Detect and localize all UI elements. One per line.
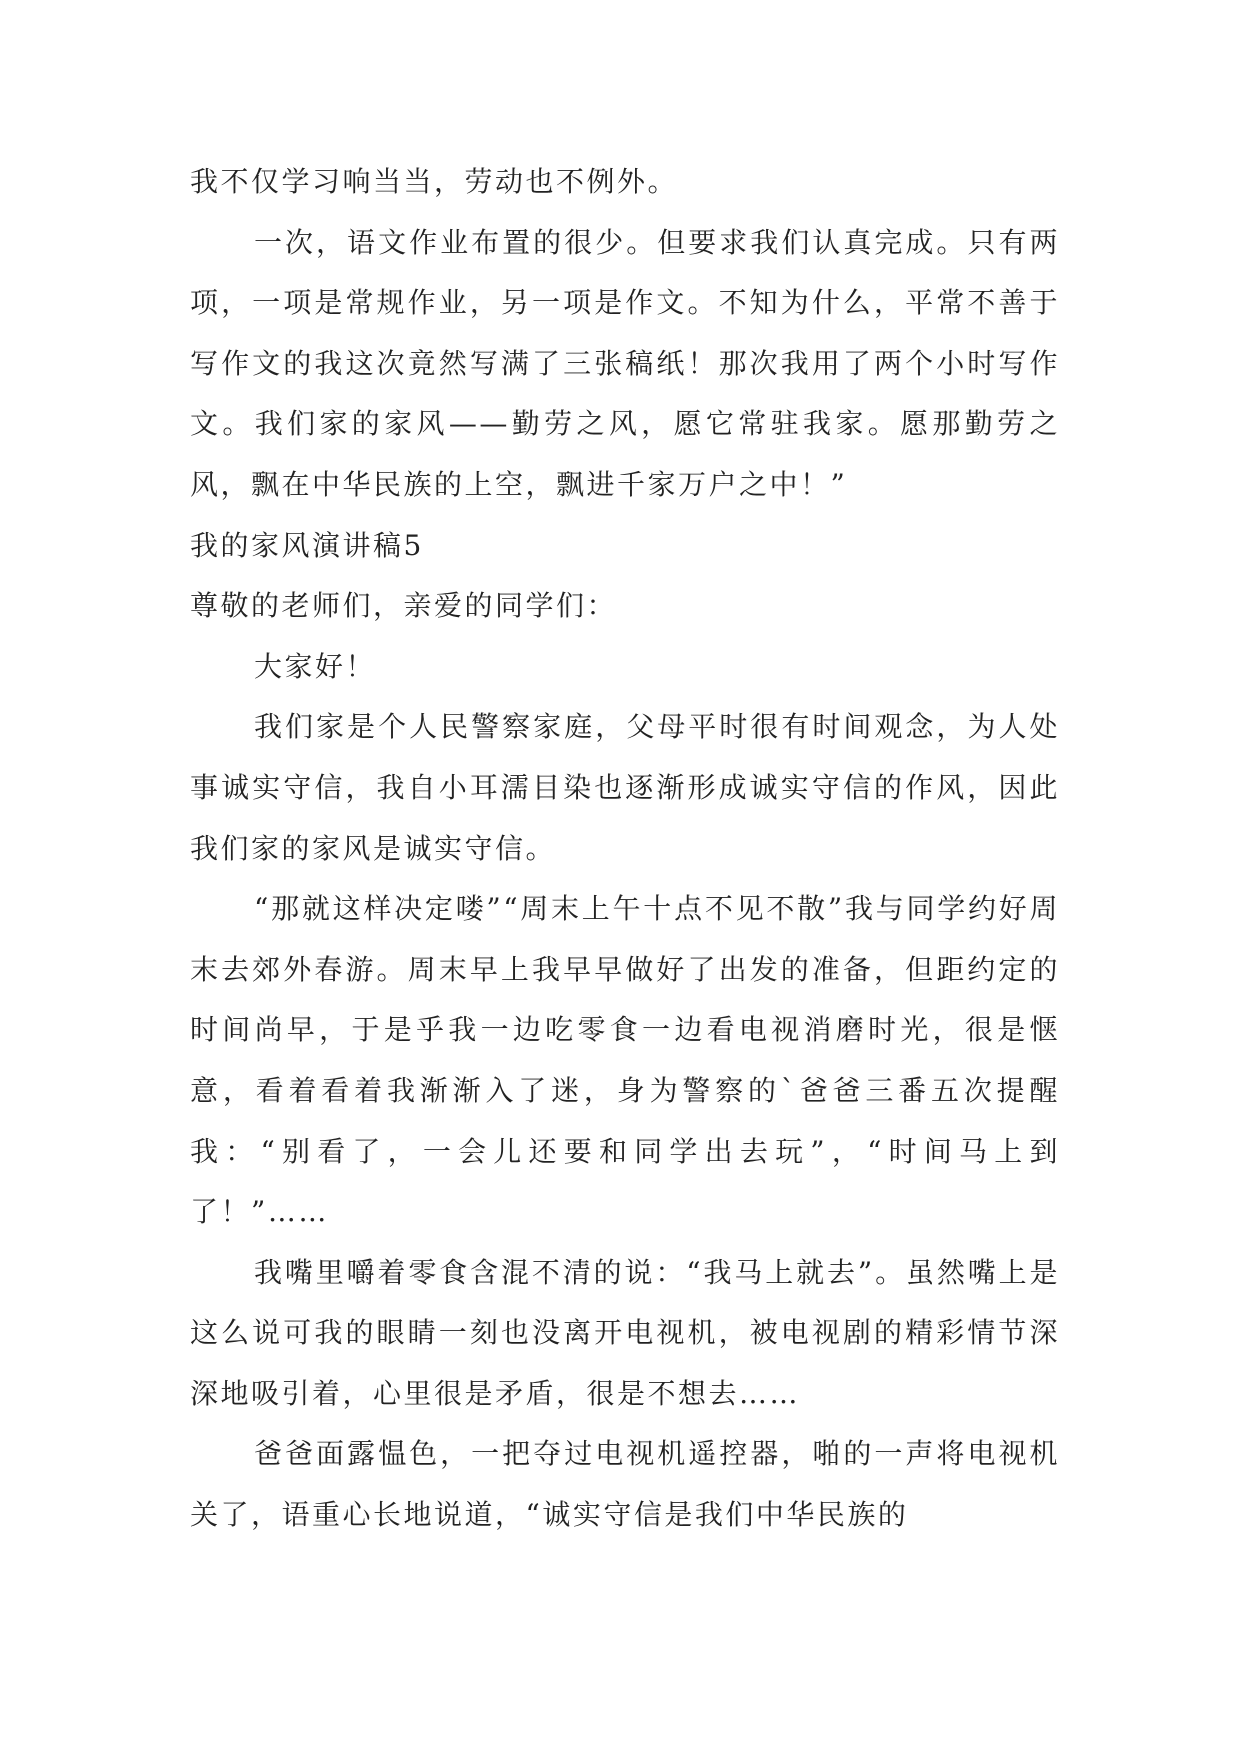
paragraph-father-speaks: 爸爸面露愠色，一把夺过电视机遥控器，啪的一声将电视机关了，语重心长地说道，“诚实守信是我们中华民族的 [190,1437,1060,1532]
salutation: 尊敬的老师们，亲爱的同学们： [190,589,618,623]
section-heading: 我的家风演讲稿5 [190,528,424,562]
paragraph-weekend-plan: “那就这样决定喽”“周末上午十点不见不散”我与同学约好周末去郊外春游。周末早上我早早做好了出发的准备，但距约定的时间尚早，于是乎我一边吃零食一边看电视消磨时光，很是惬意，看着看着我渐渐入了迷，身为警察的`爸爸三番五次提醒我：“别看了，一会儿还要和同学出去玩”，“时间马上到了！”…… [190,892,1060,1229]
paragraph-homework-story: 一次，语文作业布置的很少。但要求我们认真完成。只有两项，一项是常规作业，另一项是作文。不知为什么，平常不善于写作文的我这次竟然写满了三张稿纸！那次我用了两个小时写作文。我们家的家风——勤劳之风，愿它常驻我家。愿那勤劳之风，飘在中华民族的上空，飘进千家万户之中！” [190,225,1060,501]
paragraph-family-intro: 我们家是个人民警察家庭，父母平时很有时间观念，为人处事诚实守信，我自小耳濡目染也逐渐形成诚实守信的作风，因此我们家的家风是诚实守信。 [190,710,1060,865]
greeting: 大家好！ [254,649,377,683]
paragraph-tv-distraction: 我嘴里嚼着零食含混不清的说：“我马上就去”。虽然嘴上是这么说可我的眼睛一刻也没离开电视机，被电视剧的精彩情节深深地吸引着，心里很是矛盾，很是不想去…… [190,1255,1060,1410]
document-body [190,152,1060,1546]
paragraph-intro-line: 我不仅学习响当当，劳动也不例外。 [190,165,679,198]
